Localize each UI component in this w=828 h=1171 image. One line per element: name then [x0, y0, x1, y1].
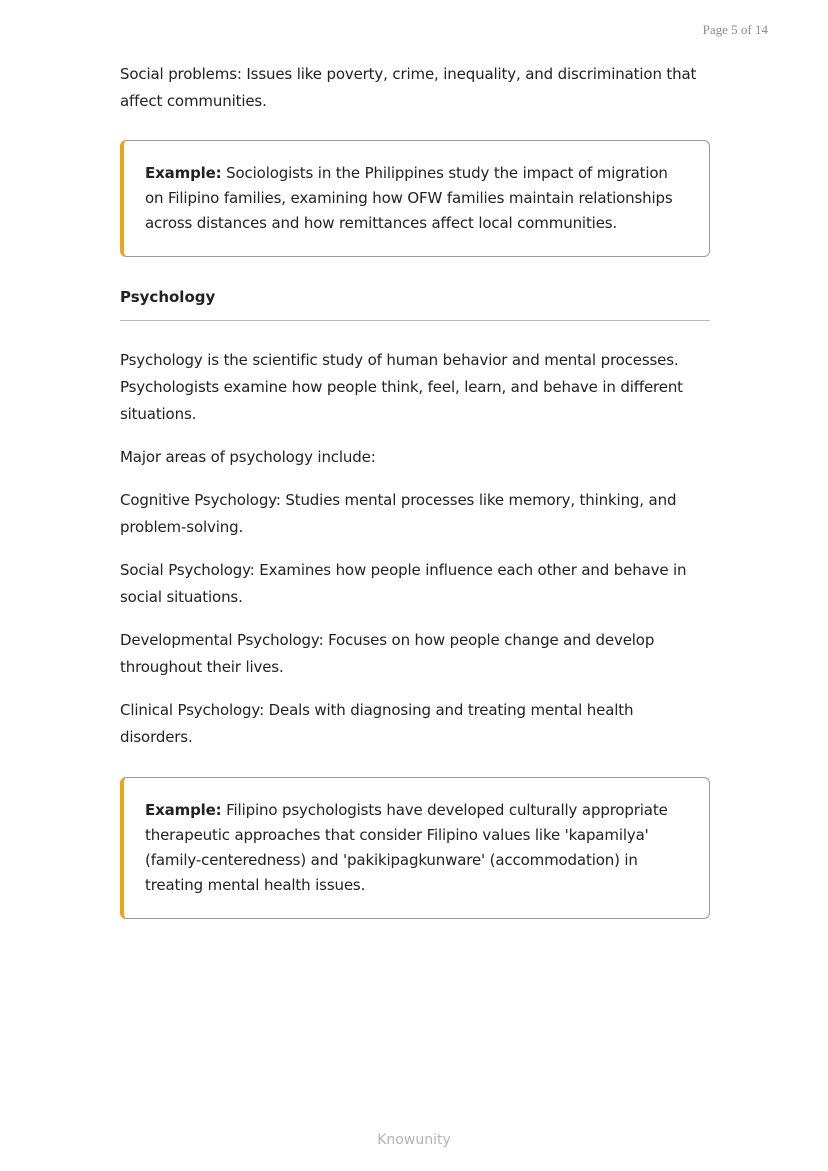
example-body: Filipino psychologists have developed culturally appropriate therapeutic approaches that consider Filipino values like 'kapamilya' (family-centeredness) and 'pakikipagkunware' (accommodation) in treating mental health issues. [145, 801, 668, 894]
sociology-example-callout [120, 140, 710, 257]
footer-brand: Knowunity [377, 1132, 451, 1148]
example-body: Sociologists in the Philippines study the impact of migration on Filipino families, examining how OFW families maintain relationships across distances and how remittances affect local communities. [145, 164, 673, 232]
section-heading-psychology: Psychology [120, 284, 710, 321]
areas-intro-paragraph: Major areas of psychology include: [120, 448, 376, 466]
page-number: Page 5 of 14 [702, 22, 768, 37]
area-developmental-psychology: Developmental Psychology: Focuses on how people change and develop throughout their lives. [120, 631, 655, 676]
sociology-example-text [145, 161, 679, 236]
psychology-example-text [145, 798, 679, 898]
social-problems-paragraph: Social problems: Issues like poverty, crime, inequality, and discrimination that affect communities. [120, 65, 697, 110]
area-social-psychology: Social Psychology: Examines how people influence each other and behave in social situations. [120, 561, 687, 606]
psychology-intro-paragraph: Psychology is the scientific study of human behavior and mental processes. Psychologists examine how people think, feel, learn, and behave in different situations. [120, 351, 683, 423]
area-clinical-psychology: Clinical Psychology: Deals with diagnosing and treating mental health disorders. [120, 701, 634, 746]
example-label: Example: [145, 164, 222, 182]
area-cognitive-psychology: Cognitive Psychology: Studies mental processes like memory, thinking, and problem-solving. [120, 491, 677, 536]
psychology-example-callout [120, 777, 710, 919]
example-label: Example: [145, 801, 222, 819]
document-content [120, 61, 710, 919]
